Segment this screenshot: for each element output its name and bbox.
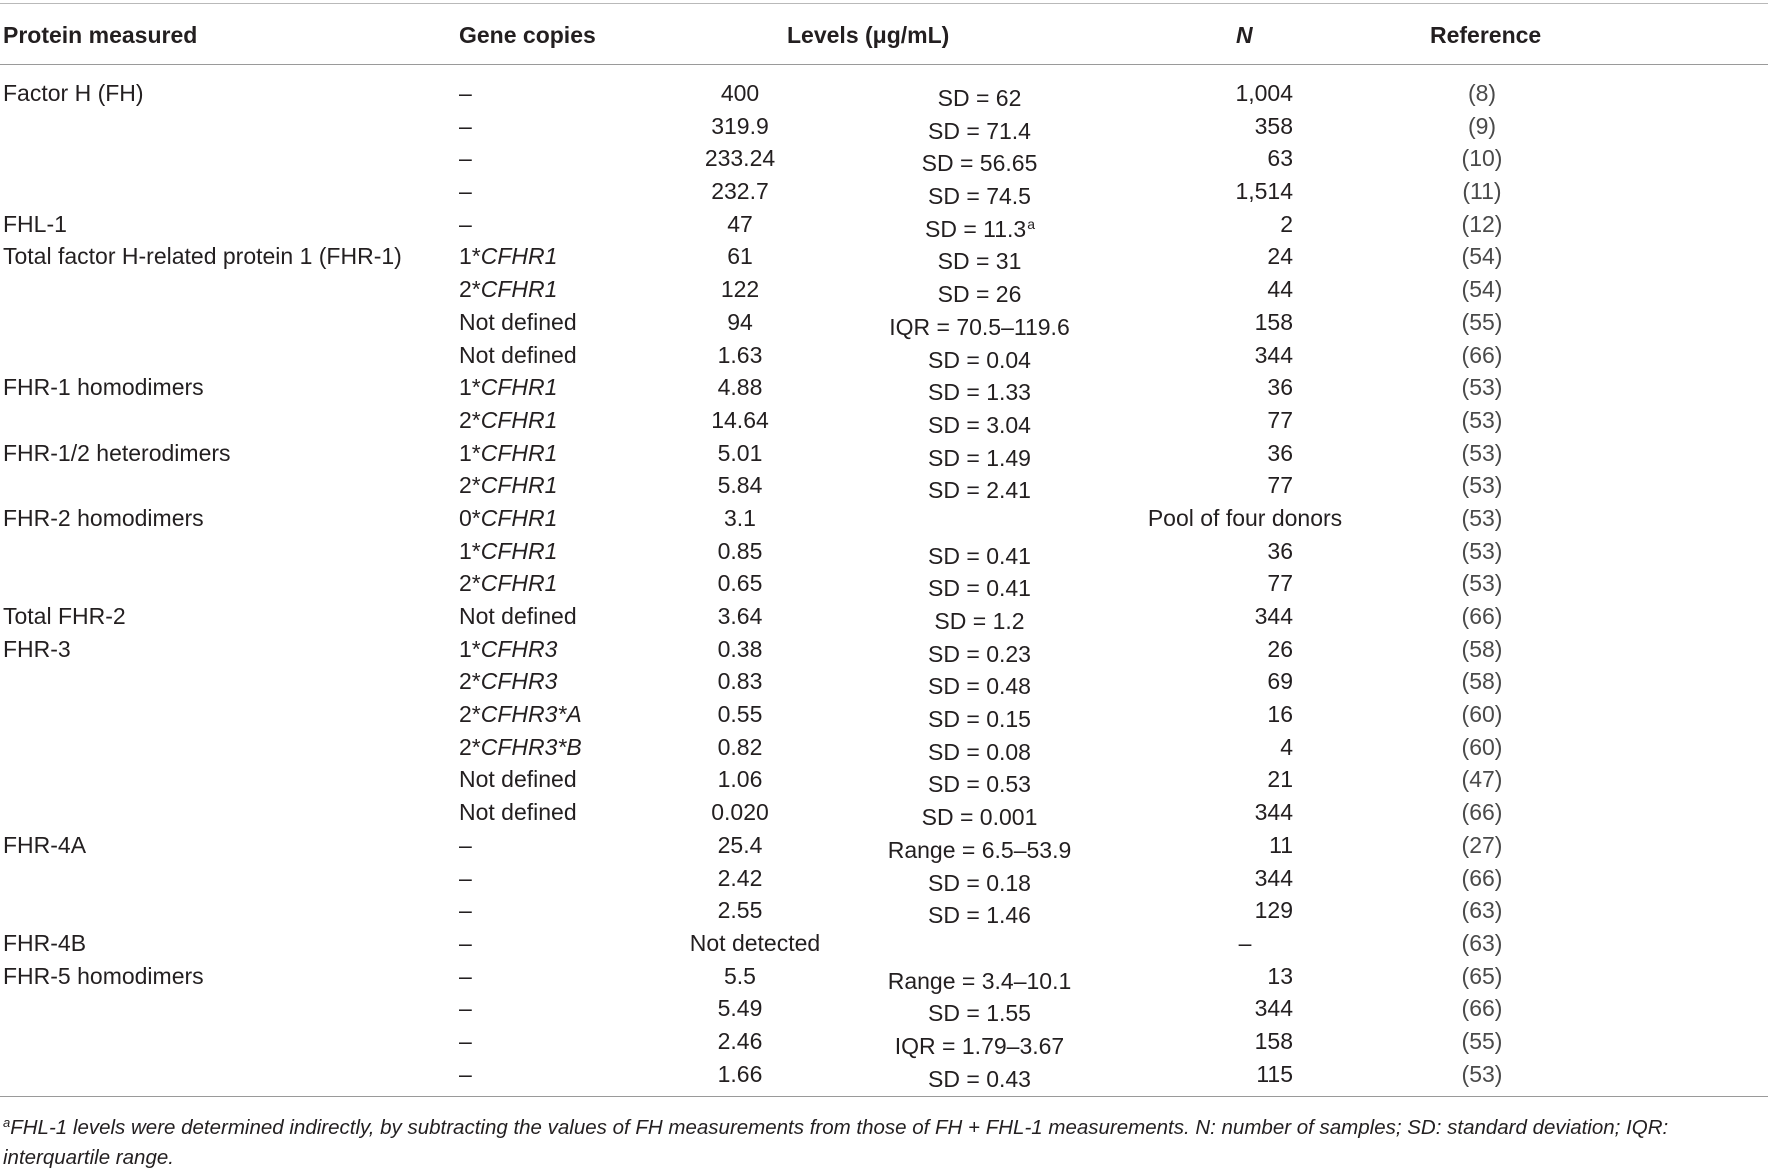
cell-sample-count: 1,514 <box>1235 178 1293 205</box>
cell-level: 0.82 <box>717 733 763 760</box>
dispersion-value: SD = 26 <box>937 281 1022 308</box>
cell-reference: (63) <box>1461 929 1503 956</box>
cell-gene-copies <box>459 469 557 502</box>
dispersion-value: IQR = 70.5–119.6 <box>889 313 1070 340</box>
cell-sample-count: 344 <box>1254 603 1293 629</box>
cell-dispersion <box>880 469 1080 502</box>
table-top-rule <box>0 3 1768 4</box>
cell-protein: Total FHR-2 <box>3 603 126 629</box>
gene-name: CFHR1 <box>480 439 558 466</box>
cell-gene-copies <box>459 306 577 339</box>
cell-level: 232.7 <box>711 178 769 205</box>
cell-reference: (8) <box>1467 80 1497 106</box>
cell-dispersion <box>880 927 1080 960</box>
dispersion-value: SD = 1.55 <box>928 1000 1031 1027</box>
gene-name: CFHR3*B <box>480 733 582 760</box>
cell-dispersion <box>880 175 1080 208</box>
cell-sample-count: 344 <box>1254 995 1293 1022</box>
cell-level: 2.46 <box>717 1027 763 1054</box>
gene-name: CFHR3 <box>480 668 558 695</box>
dispersion-value: SD = 31 <box>937 248 1022 275</box>
cell-level: 0.020 <box>711 799 769 826</box>
table-row <box>0 1025 1768 1058</box>
table-row <box>0 894 1768 927</box>
dispersion-value: SD = 0.23 <box>928 640 1031 667</box>
gene-name: CFHR1 <box>480 243 558 270</box>
cell-reference: (12) <box>1461 210 1503 237</box>
gene-prefix: – <box>459 112 472 139</box>
dispersion-value: SD = 0.04 <box>928 346 1031 373</box>
table-row <box>0 502 1768 535</box>
cell-gene-copies <box>459 731 582 764</box>
header-levels: Levels (μg/mL) <box>787 22 950 48</box>
table-footnote <box>3 1108 1743 1173</box>
cell-reference: (53) <box>1461 472 1503 499</box>
table-row <box>0 567 1768 600</box>
cell-reference: (53) <box>1461 406 1503 433</box>
gene-prefix: – <box>459 80 472 106</box>
cell-level: 2.55 <box>717 897 763 924</box>
cell-sample-count: – <box>1238 929 1252 956</box>
table-row <box>0 404 1768 437</box>
cell-dispersion <box>880 77 1080 110</box>
table-header-rule <box>0 64 1768 65</box>
cell-reference: (63) <box>1461 897 1503 924</box>
gene-prefix: – <box>459 1027 472 1054</box>
gene-prefix: Not defined <box>459 799 577 826</box>
cell-dispersion <box>880 796 1080 829</box>
cell-reference: (58) <box>1461 668 1503 695</box>
cell-gene-copies <box>459 437 557 470</box>
cell-reference: (66) <box>1461 799 1503 826</box>
cell-reference: (53) <box>1461 570 1503 597</box>
gene-prefix: 2* <box>459 276 481 303</box>
table-row <box>0 306 1768 339</box>
cell-protein: FHR-4A <box>3 831 87 858</box>
cell-sample-count: 77 <box>1267 472 1293 499</box>
cell-level: 319.9 <box>711 112 769 139</box>
table-row <box>0 110 1768 143</box>
cell-sample-count: 21 <box>1267 766 1293 793</box>
cell-gene-copies <box>459 698 582 731</box>
cell-dispersion <box>880 567 1080 600</box>
cell-level: 47 <box>727 210 753 237</box>
cell-sample-count: 77 <box>1267 570 1293 597</box>
cell-sample-count: 344 <box>1254 799 1293 826</box>
gene-prefix: 2* <box>459 733 481 760</box>
table-row <box>0 665 1768 698</box>
gene-name: CFHR1 <box>480 472 558 499</box>
cell-gene-copies <box>459 665 557 698</box>
cell-sample-count: 44 <box>1267 276 1293 303</box>
cell-reference: (66) <box>1461 995 1503 1022</box>
cell-dispersion <box>880 763 1080 796</box>
cell-sample-count: 69 <box>1267 668 1293 695</box>
dispersion-value: SD = 0.48 <box>928 673 1031 700</box>
cell-level: 0.85 <box>717 537 763 564</box>
cell-dispersion <box>880 731 1080 764</box>
header-n: N <box>1236 22 1253 48</box>
table-row <box>0 698 1768 731</box>
cell-level: 14.64 <box>711 406 769 433</box>
cell-dispersion <box>880 273 1080 306</box>
cell-sample-count: 11 <box>1269 831 1293 858</box>
dispersion-value: Range = 3.4–10.1 <box>887 967 1072 994</box>
cell-level: 1.63 <box>717 341 763 368</box>
cell-protein: FHR-1 homodimers <box>3 374 204 401</box>
cell-reference: (66) <box>1461 341 1503 368</box>
cell-gene-copies <box>459 992 472 1025</box>
gene-prefix: – <box>459 831 472 858</box>
cell-dispersion <box>880 404 1080 437</box>
cell-reference: (60) <box>1461 733 1503 760</box>
gene-prefix: 1* <box>459 439 481 466</box>
gene-prefix: 2* <box>459 570 481 597</box>
cell-reference: (11) <box>1462 178 1502 205</box>
dispersion-value: SD = 2.41 <box>928 477 1031 504</box>
gene-prefix: – <box>459 897 472 924</box>
cell-reference: (27) <box>1461 831 1503 858</box>
cell-dispersion <box>880 665 1080 698</box>
cell-level: 3.64 <box>717 603 763 629</box>
gene-prefix: – <box>459 145 472 172</box>
dispersion-value: SD = 1.46 <box>928 902 1031 929</box>
cell-level: 0.38 <box>717 635 763 662</box>
cell-gene-copies <box>459 208 472 241</box>
cell-dispersion <box>880 1058 1080 1091</box>
gene-prefix: – <box>459 178 472 205</box>
cell-dispersion <box>880 110 1080 143</box>
cell-level: 94 <box>727 308 753 335</box>
cell-reference: (54) <box>1461 243 1503 270</box>
cell-level: 1.66 <box>717 1060 763 1087</box>
cell-dispersion <box>880 633 1080 666</box>
gene-name: CFHR3*A <box>480 701 582 728</box>
dispersion-value: SD = 11.3 <box>924 215 1027 242</box>
table-row <box>0 77 1768 110</box>
cell-reference: (65) <box>1461 962 1503 989</box>
cell-dispersion <box>880 142 1080 175</box>
table-row <box>0 600 1768 633</box>
cell-sample-count: 36 <box>1267 439 1293 466</box>
cell-gene-copies <box>459 567 557 600</box>
cell-level: 5.84 <box>717 472 763 499</box>
cell-dispersion <box>880 208 1080 241</box>
cell-sample-count: 358 <box>1254 112 1293 139</box>
cell-gene-copies <box>459 927 472 960</box>
table-row <box>0 175 1768 208</box>
gene-name: CFHR1 <box>480 374 558 401</box>
cell-reference: (10) <box>1461 145 1503 172</box>
table-row <box>0 927 1768 960</box>
dispersion-value: SD = 74.5 <box>928 183 1031 210</box>
cell-sample-count: 13 <box>1267 962 1293 989</box>
cell-sample-count: 36 <box>1267 374 1293 401</box>
cell-level: Not detected <box>689 929 821 956</box>
table-row <box>0 633 1768 666</box>
dispersion-value: SD = 0.41 <box>928 542 1031 569</box>
gene-prefix: Not defined <box>459 603 577 629</box>
gene-prefix: 1* <box>459 374 481 401</box>
cell-sample-count: 344 <box>1254 341 1293 368</box>
cell-gene-copies <box>459 535 557 568</box>
footnote-marker: a <box>1027 215 1036 232</box>
header-gene-copies: Gene copies <box>459 22 596 48</box>
table-bottom-rule <box>0 1096 1768 1097</box>
cell-protein: FHL-1 <box>3 210 67 237</box>
dispersion-value: SD = 56.65 <box>921 150 1038 177</box>
cell-gene-copies <box>459 862 472 895</box>
gene-prefix: Not defined <box>459 341 577 368</box>
cell-gene-copies <box>459 829 472 862</box>
cell-reference: (53) <box>1461 504 1503 531</box>
dispersion-value: SD = 1.33 <box>928 379 1031 406</box>
cell-level: 0.65 <box>717 570 763 597</box>
cell-level: 0.83 <box>717 668 763 695</box>
cell-level: 2.42 <box>717 864 763 891</box>
dispersion-value: SD = 1.49 <box>928 444 1031 471</box>
cell-level: 1.06 <box>717 766 763 793</box>
table-row <box>0 829 1768 862</box>
cell-level: 4.88 <box>717 374 763 401</box>
gene-prefix: 2* <box>459 472 481 499</box>
gene-name: CFHR1 <box>480 537 558 564</box>
cell-gene-copies <box>459 142 472 175</box>
cell-gene-copies <box>459 339 577 372</box>
cell-level: 61 <box>727 243 753 270</box>
cell-sample-count: 4 <box>1280 733 1293 760</box>
gene-prefix: 1* <box>459 537 481 564</box>
cell-dispersion <box>880 339 1080 372</box>
gene-name: CFHR1 <box>480 504 558 531</box>
cell-reference: (66) <box>1461 864 1503 891</box>
cell-reference: (9) <box>1467 112 1497 139</box>
table-row <box>0 763 1768 796</box>
cell-gene-copies <box>459 600 577 633</box>
cell-level: 122 <box>720 276 760 303</box>
cell-dispersion <box>880 306 1080 339</box>
cell-gene-copies <box>459 633 557 666</box>
cell-protein: FHR-5 homodimers <box>3 962 204 989</box>
table-row <box>0 992 1768 1025</box>
cell-sample-count: 2 <box>1280 210 1293 237</box>
cell-reference: (60) <box>1461 701 1503 728</box>
cell-level: 5.01 <box>717 439 763 466</box>
cell-protein: FHR-4B <box>3 929 87 956</box>
header-protein-measured: Protein measured <box>3 22 198 48</box>
cell-gene-copies <box>459 404 557 437</box>
cell-reference: (58) <box>1461 635 1503 662</box>
gene-prefix: Not defined <box>459 308 577 335</box>
cell-sample-count: 158 <box>1254 308 1293 335</box>
table-row <box>0 273 1768 306</box>
cell-level: 5.5 <box>724 962 756 989</box>
cell-dispersion <box>880 1025 1080 1058</box>
dispersion-value: IQR = 1.79–3.67 <box>894 1032 1065 1059</box>
dispersion-value: SD = 0.53 <box>928 771 1031 798</box>
gene-prefix: – <box>459 210 472 237</box>
cell-dispersion <box>880 600 1080 633</box>
gene-prefix: – <box>459 929 472 956</box>
cell-sample-count: 344 <box>1254 864 1293 891</box>
cell-gene-copies <box>459 371 557 404</box>
cell-gene-copies <box>459 502 557 535</box>
table-row <box>0 437 1768 470</box>
gene-prefix: 0* <box>459 504 481 531</box>
cell-gene-copies <box>459 1025 472 1058</box>
table-row <box>0 796 1768 829</box>
cell-sample-count: 26 <box>1267 635 1293 662</box>
dispersion-value: SD = 0.18 <box>928 869 1031 896</box>
dispersion-value: SD = 3.04 <box>928 411 1031 438</box>
cell-protein: FHR-2 homodimers <box>3 504 204 531</box>
gene-prefix: 1* <box>459 635 481 662</box>
table-row <box>0 208 1768 241</box>
cell-reference: (55) <box>1461 308 1503 335</box>
dispersion-value: SD = 0.001 <box>921 804 1038 831</box>
dispersion-value: SD = 0.15 <box>928 706 1031 733</box>
table-row <box>0 339 1768 372</box>
cell-protein: Factor H (FH) <box>3 80 144 106</box>
table-row <box>0 862 1768 895</box>
gene-prefix: 2* <box>459 668 481 695</box>
gene-prefix: – <box>459 962 472 989</box>
cell-dispersion <box>880 240 1080 273</box>
cell-sample-count: 36 <box>1267 537 1293 564</box>
cell-dispersion <box>880 371 1080 404</box>
gene-prefix: – <box>459 864 472 891</box>
cell-level: 25.4 <box>717 831 763 858</box>
cell-reference: (54) <box>1461 276 1503 303</box>
cell-reference: (53) <box>1461 374 1503 401</box>
cell-dispersion <box>880 502 1080 535</box>
dispersion-value: SD = 71.4 <box>928 117 1031 144</box>
cell-gene-copies <box>459 240 557 273</box>
cell-sample-count: 129 <box>1254 897 1293 924</box>
footnote-marker: a <box>3 1115 11 1130</box>
table-body <box>0 77 1768 1090</box>
cell-gene-copies <box>459 175 472 208</box>
table-row <box>0 960 1768 993</box>
cell-sample-count: 1,004 <box>1235 80 1293 106</box>
cell-sample-count: 158 <box>1254 1027 1293 1054</box>
gene-name: CFHR1 <box>480 276 558 303</box>
cell-dispersion <box>880 437 1080 470</box>
dispersion-value: SD = 1.2 <box>934 608 1025 634</box>
cell-reference: (66) <box>1461 603 1503 629</box>
cell-level: 5.49 <box>717 995 763 1022</box>
cell-gene-copies <box>459 796 577 829</box>
gene-prefix: Not defined <box>459 766 577 793</box>
cell-gene-copies <box>459 273 557 306</box>
dispersion-value: SD = 62 <box>937 85 1022 111</box>
header-reference: Reference <box>1430 22 1542 48</box>
cell-sample-count: Pool of four donors <box>1147 504 1343 531</box>
cell-reference: (55) <box>1461 1027 1503 1054</box>
cell-sample-count: 16 <box>1267 701 1293 728</box>
footnote-text: FHL-1 levels were determined indirectly, by subtracting the values of FH measurements from those of FH + FHL-1 measurements. N: number of samples; SD: standard deviation; IQR: interquartile range. <box>3 1116 1669 1169</box>
cell-sample-count: 24 <box>1267 243 1293 270</box>
cell-gene-copies <box>459 960 472 993</box>
cell-dispersion <box>880 829 1080 862</box>
dispersion-value: Range = 6.5–53.9 <box>887 836 1072 863</box>
cell-dispersion <box>880 535 1080 568</box>
cell-dispersion <box>880 862 1080 895</box>
table-row <box>0 142 1768 175</box>
cell-gene-copies <box>459 77 472 110</box>
gene-prefix: 1* <box>459 243 481 270</box>
cell-reference: (53) <box>1461 1060 1503 1087</box>
cell-dispersion <box>880 894 1080 927</box>
cell-reference: (53) <box>1461 537 1503 564</box>
cell-protein: Total factor H-related protein 1 (FHR-1) <box>3 243 402 270</box>
cell-reference: (53) <box>1461 439 1503 466</box>
table-row <box>0 535 1768 568</box>
table-row <box>0 1058 1768 1091</box>
dispersion-value: SD = 0.43 <box>928 1065 1031 1092</box>
cell-protein: FHR-3 <box>3 635 71 662</box>
dispersion-value: SD = 0.41 <box>928 575 1031 602</box>
cell-dispersion <box>880 960 1080 993</box>
cell-level: 233.24 <box>704 145 776 172</box>
table-row <box>0 469 1768 502</box>
gene-prefix: 2* <box>459 406 481 433</box>
cell-gene-copies <box>459 1058 472 1091</box>
cell-sample-count: 63 <box>1267 145 1293 172</box>
cell-level: 0.55 <box>717 701 763 728</box>
cell-reference: (47) <box>1461 766 1503 793</box>
cell-level: 3.1 <box>724 504 756 531</box>
table-row <box>0 731 1768 764</box>
cell-sample-count: 115 <box>1256 1060 1293 1087</box>
cell-gene-copies <box>459 894 472 927</box>
cell-protein: FHR-1/2 heterodimers <box>3 439 231 466</box>
gene-name: CFHR1 <box>480 570 558 597</box>
cell-gene-copies <box>459 763 577 796</box>
dispersion-value: SD = 0.08 <box>928 738 1031 765</box>
table-row <box>0 371 1768 404</box>
cell-dispersion <box>880 698 1080 731</box>
table-row <box>0 240 1768 273</box>
cell-dispersion <box>880 992 1080 1025</box>
cell-sample-count: 77 <box>1267 406 1293 433</box>
cell-gene-copies <box>459 110 472 143</box>
gene-prefix: – <box>459 995 472 1022</box>
gene-prefix: – <box>459 1060 472 1087</box>
gene-prefix: 2* <box>459 701 481 728</box>
gene-name: CFHR1 <box>480 406 558 433</box>
cell-level: 400 <box>720 80 760 106</box>
gene-name: CFHR3 <box>480 635 558 662</box>
